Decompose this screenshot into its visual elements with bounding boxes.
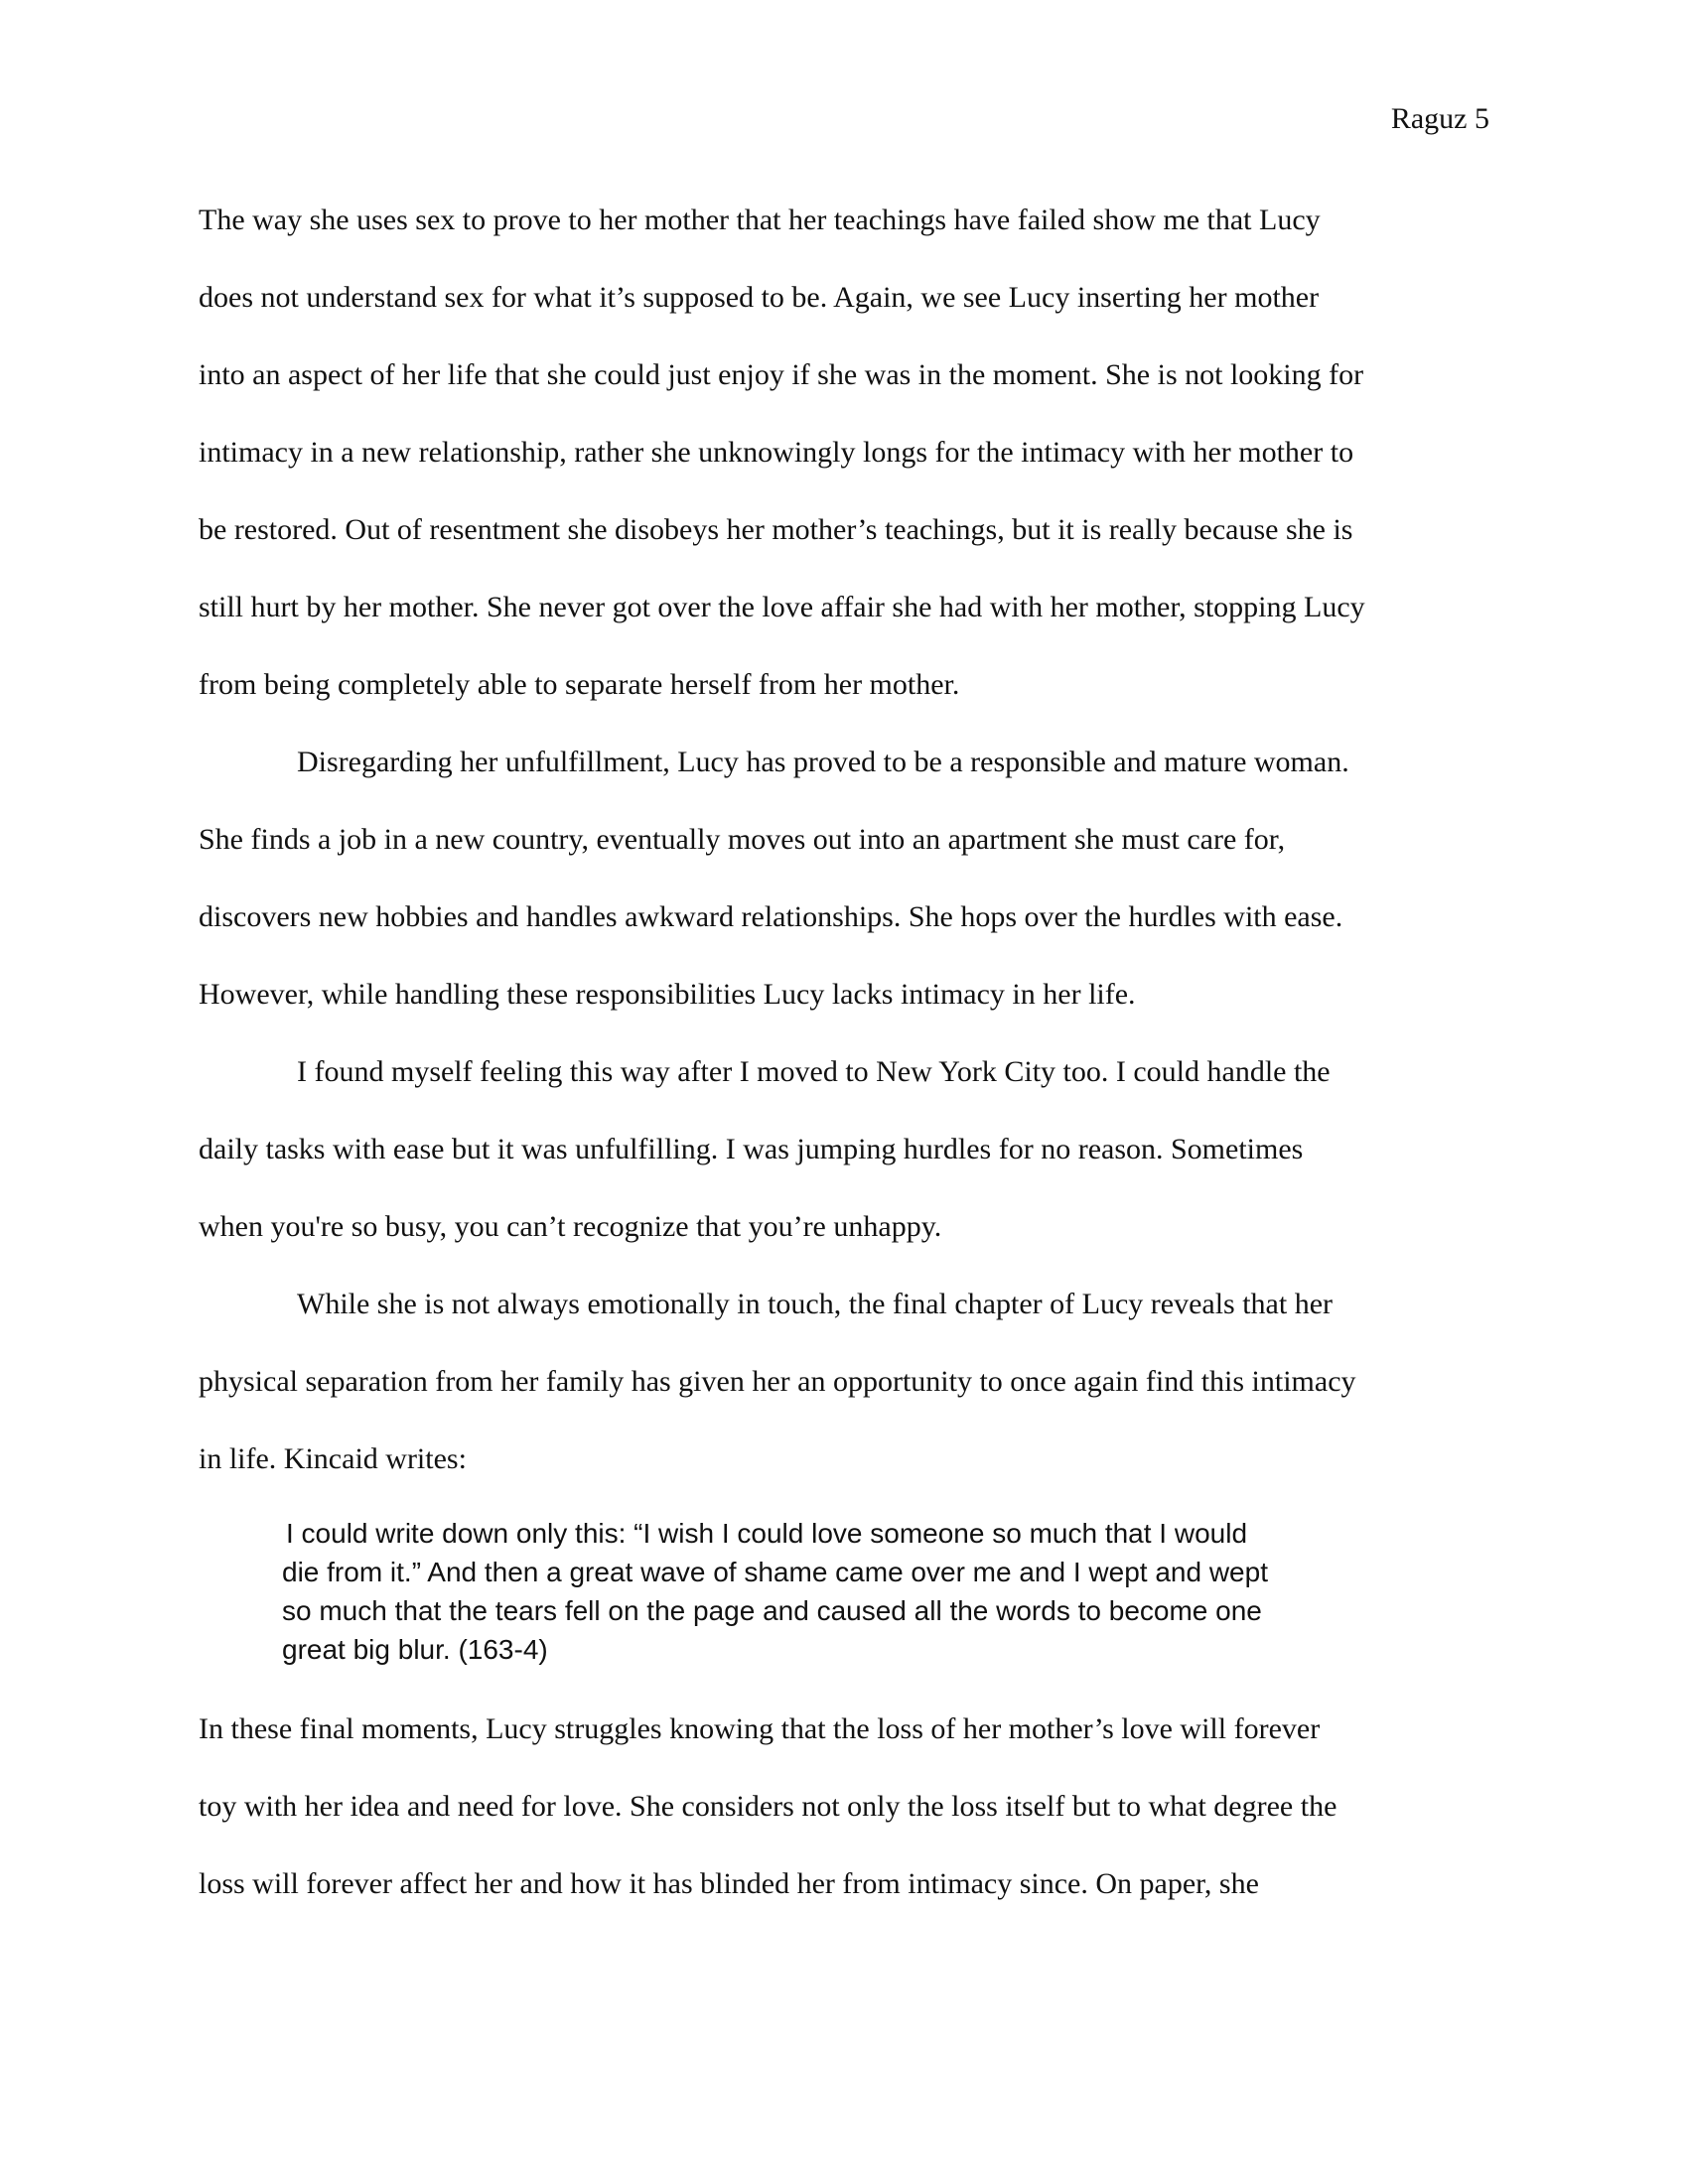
paragraph-4-line-2: physical separation from her family has given her an opportunity to once again find this intimacy [199,1365,1356,1398]
paragraph-1-line-6: still hurt by her mother. She never got over the love affair she had with her mother, stopping Lucy [199,591,1365,623]
paragraph-1-line-3: into an aspect of her life that she could just enjoy if she was in the moment. She is not looking for [199,358,1364,391]
paragraph-2-line-3: discovers new hobbies and handles awkward relationships. She hops over the hurdles with ease. [199,900,1343,933]
paragraph-2-line-2: She finds a job in a new country, eventually moves out into an apartment she must care for, [199,823,1286,856]
running-head: Raguz 5 [1390,102,1489,135]
paragraph-3-line-1: I found myself feeling this way after I moved to New York City too. I could handle the [297,1055,1331,1088]
paragraph-1-line-1: The way she uses sex to prove to her mother that her teachings have failed show me that Lucy [199,204,1321,236]
block-quote-line-3: so much that the tears fell on the page and caused all the words to become one [282,1595,1262,1626]
block-quote-line-1: I could write down only this: “I wish I could love someone so much that I would [286,1518,1248,1549]
paragraph-4-line-3: in life. Kincaid writes: [199,1442,467,1475]
paragraph-3-line-2: daily tasks with ease but it was unfulfilling. I was jumping hurdles for no reason. Sometimes [199,1133,1304,1165]
paragraph-5-line-2: toy with her idea and need for love. She considers not only the loss itself but to what degree the [199,1790,1337,1823]
paragraph-1-line-5: be restored. Out of resentment she disobeys her mother’s teachings, but it is really because she is [199,513,1353,546]
paragraph-3-line-3: when you're so busy, you can’t recognize that you’re unhappy. [199,1210,942,1243]
paragraph-5-line-1: In these final moments, Lucy struggles knowing that the loss of her mother’s love will forever [199,1712,1321,1745]
paragraph-4-line-1: While she is not always emotionally in touch, the final chapter of Lucy reveals that her [297,1288,1333,1320]
paragraph-1-line-2: does not understand sex for what it’s supposed to be. Again, we see Lucy inserting her mother [199,281,1320,314]
paragraph-2-line-4: However, while handling these responsibilities Lucy lacks intimacy in her life. [199,978,1136,1011]
paragraph-1-line-7: from being completely able to separate herself from her mother. [199,668,960,701]
paragraph-5-line-3: loss will forever affect her and how it has blinded her from intimacy since. On paper, she [199,1867,1259,1900]
block-quote-line-4: great big blur. (163-4) [282,1634,548,1665]
block-quote-line-2: die from it.” And then a great wave of shame came over me and I wept and wept [282,1557,1268,1587]
paragraph-2-line-1: Disregarding her unfulfillment, Lucy has proved to be a responsible and mature woman. [297,746,1349,778]
paragraph-1-line-4: intimacy in a new relationship, rather she unknowingly longs for the intimacy with her mother to [199,436,1354,469]
